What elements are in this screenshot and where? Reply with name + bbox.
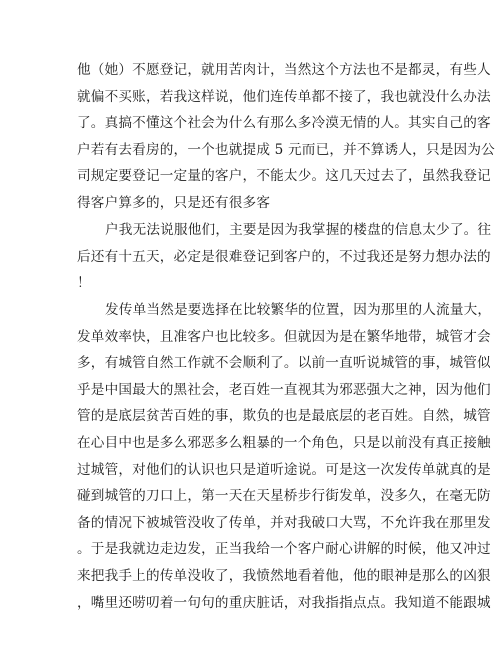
text-line: 。于是我就边走边发，正当我给一个客户耐心讲解的时候，他又冲过 <box>77 541 491 558</box>
text-line: 了。真搞不懂这个社会为什么有那么多冷漠无情的人。其实自己的客 <box>77 115 491 132</box>
text-line: ！ <box>77 275 91 292</box>
text-line: 户我无法说服他们，主要是因为我掌握的楼盘的信息太少了。往 <box>105 222 492 238</box>
text-line: 碰到城管的刀口上，第一天在天星桥步行街发单，没多久，在毫无防 <box>77 488 491 505</box>
text-line: 过城管，对他们的认识也只是道听途说。可是这一次发传单就真的是 <box>77 461 491 478</box>
text-line: 司规定要登记一定量的客户，不能太少。这几天过去了，虽然我登记 <box>77 168 491 185</box>
text-line: 他（她）不愿登记，就用苦肉计，当然这个方法也不是都灵，有些人 <box>77 62 491 78</box>
text-line: 就偏不买账，若我这样说，他们连传单都不接了，我也就没什么办法 <box>77 88 491 105</box>
text-line: 发单效率快，且准客户也比较多。但就因为是在繁华地带，城管才会 <box>77 328 491 345</box>
text-line: 得客户算多的，只是还有很多客 <box>77 194 271 211</box>
text-line: 多，有城管自然工作就不会顺利了。以前一直听说城管的事，城管似 <box>77 355 491 372</box>
text-line: 乎是中国最大的黑社会，老百姓一直视其为邪恶强大之神，因为他们 <box>77 381 491 398</box>
text-line: 发传单当然是要选择在比较繁华的位置，因为那里的人流量大， <box>105 302 492 318</box>
paragraph-1 <box>77 57 495 217</box>
text-line: 后还有十五天，必定是很难登记到客户的，不过我还是努力想办法的 <box>77 248 491 265</box>
text-line: 管的是底层贫苦百姓的事，欺负的也是最底层的老百姓。自然，城管 <box>77 408 491 425</box>
text-line: 在心目中也是多么邪恶多么粗暴的一个角色，只是以前没有真正接触 <box>77 434 491 451</box>
text-line: 户若有去看房的，一个也就提成 5 元而已，并不算诱人，只是因为公 <box>77 141 495 158</box>
paragraph-3 <box>77 297 492 616</box>
text-line: 备的情况下被城管没收了传单，并对我破口大骂，不允许我在那里发 <box>77 514 491 531</box>
text-line: 来把我手上的传单没收了，我愤然地看着他，他的眼神是那么的凶狠 <box>77 567 491 584</box>
text-line: ，嘴里还唠叨着一句句的重庆脏话，对我指指点点。我知道不能跟城 <box>77 594 491 611</box>
paragraph-2 <box>77 217 492 297</box>
